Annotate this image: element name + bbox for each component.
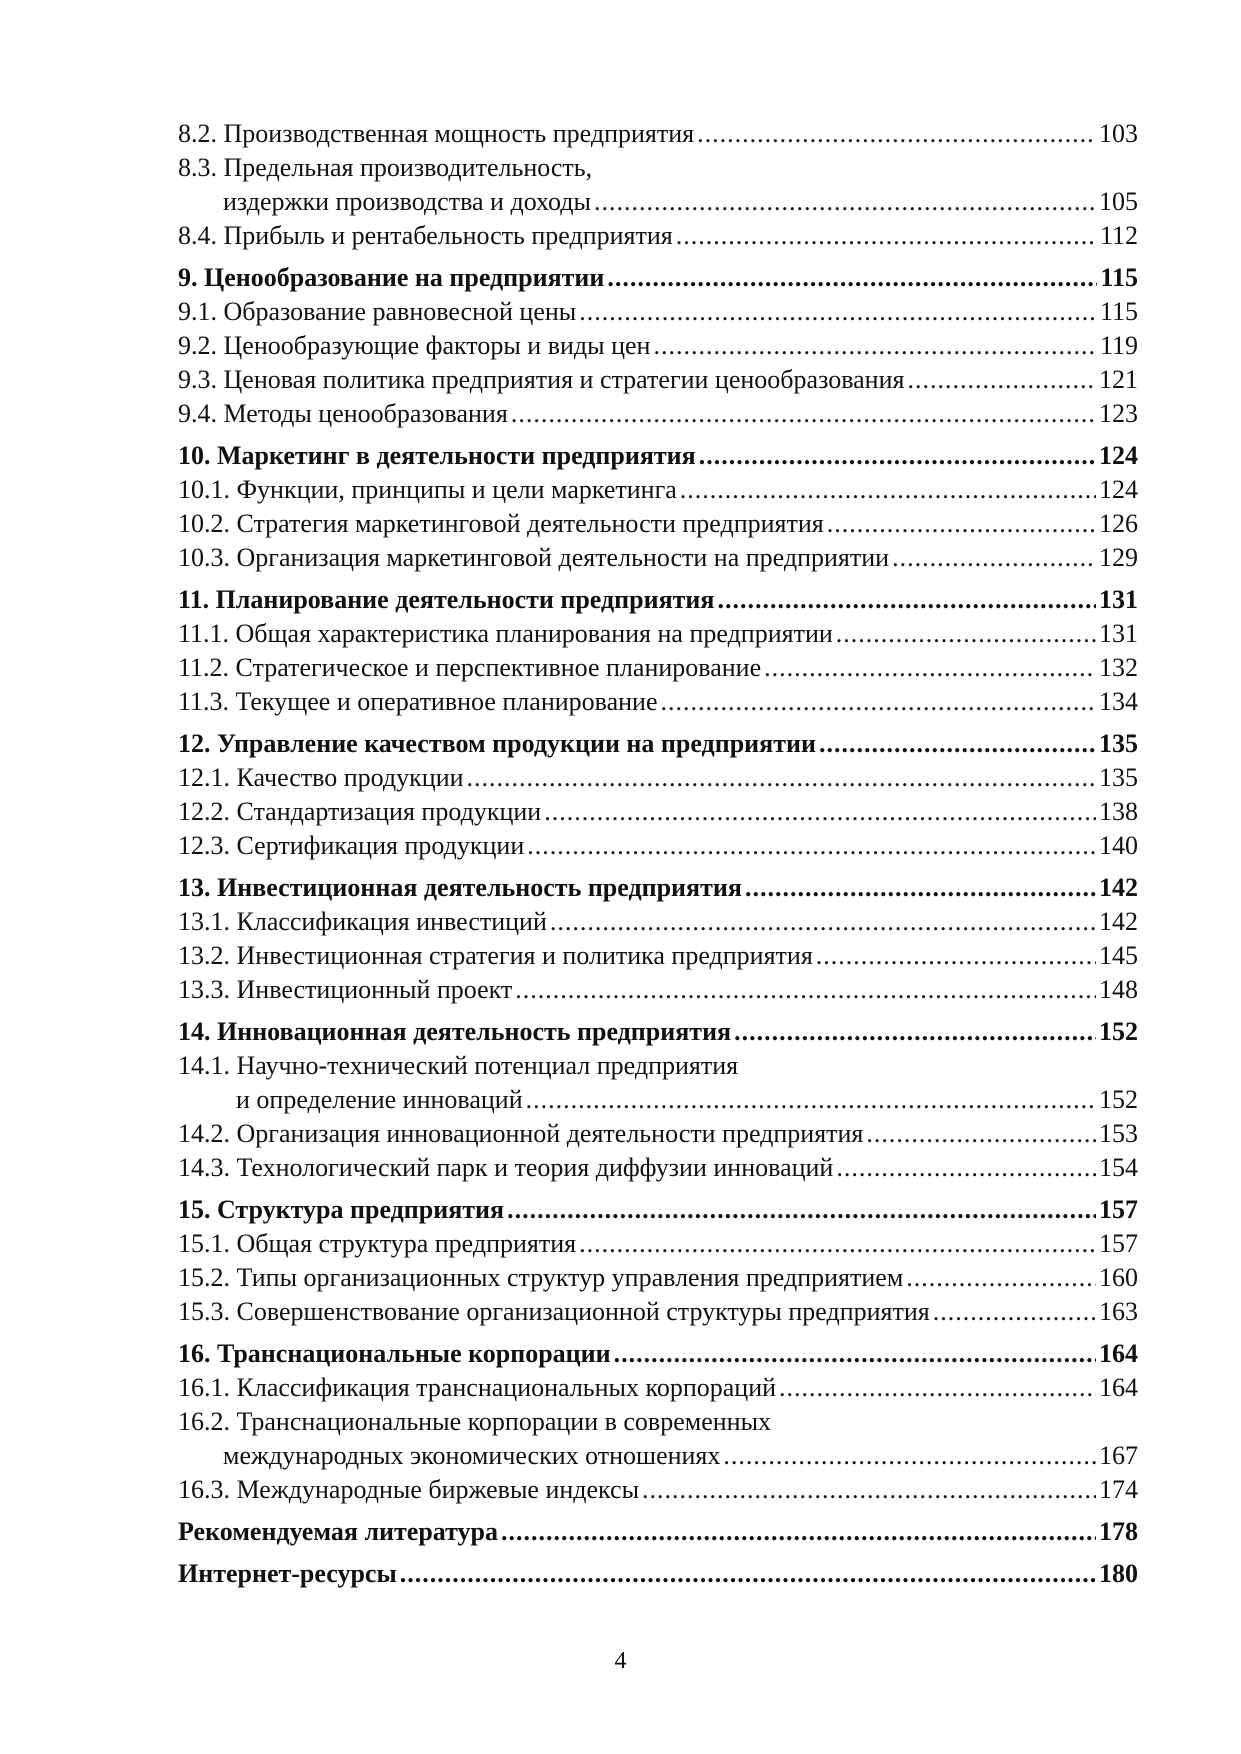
toc-heading-title: 16. Транснациональные корпорации — [178, 1339, 611, 1368]
toc-entry-title: 10.3. Организация маркетинговой деятельности на предприятии — [178, 543, 890, 572]
toc-heading-title: 14. Инновационная деятельность предприятия — [178, 1017, 732, 1046]
toc-entry-title: 8.4. Прибыль и рентабельность предприятия — [178, 221, 673, 250]
toc-heading-page: 178 — [1099, 1517, 1138, 1546]
dot-leader — [866, 1117, 1096, 1151]
toc-chapter-heading[interactable] — [178, 261, 1138, 295]
toc-entry-page: 131 — [1099, 619, 1138, 648]
toc-entry[interactable] — [178, 1117, 1138, 1151]
toc-entry-title: 12.2. Стандартизация продукции — [178, 797, 542, 826]
dot-leader — [676, 219, 1097, 253]
toc-entry[interactable] — [178, 617, 1138, 651]
toc-entry-title: 13.2. Инвестиционная стратегия и политика предприятия — [178, 941, 813, 970]
dot-leader — [511, 397, 1096, 431]
toc-entry[interactable] — [178, 1083, 1138, 1117]
dot-leader — [614, 1337, 1096, 1371]
toc-entry-page: 105 — [1099, 187, 1138, 216]
toc-entry-title: 15.1. Общая структура предприятия — [178, 1229, 577, 1258]
toc-entry[interactable] — [178, 329, 1138, 363]
dot-leader — [550, 905, 1096, 939]
toc-entry[interactable] — [178, 939, 1138, 973]
dot-leader — [836, 617, 1096, 651]
dot-leader — [661, 685, 1097, 719]
toc-entry[interactable] — [178, 1295, 1138, 1329]
toc-entry[interactable] — [178, 1439, 1138, 1473]
toc-section-8 — [178, 117, 1138, 253]
toc-entry[interactable] — [178, 651, 1138, 685]
toc-heading-page: 157 — [1099, 1195, 1138, 1224]
dot-leader — [779, 1371, 1096, 1405]
toc-entry[interactable] — [178, 295, 1138, 329]
toc-entry-page: 174 — [1099, 1475, 1138, 1504]
toc-entry-title: 12.3. Сертификация продукции — [178, 831, 525, 860]
toc-entry-page: 103 — [1099, 119, 1138, 148]
toc-heading-title: Рекомендуемая литература — [178, 1517, 498, 1546]
toc-section-11 — [178, 583, 1138, 719]
toc-entry[interactable] — [178, 363, 1138, 397]
toc-heading-title: 13. Инвестиционная деятельность предприятия — [178, 873, 742, 902]
toc-entry-title-continuation: международных экономических отношениях — [223, 1441, 721, 1470]
toc-heading-page: 164 — [1099, 1339, 1138, 1368]
toc-entry-title-line1[interactable]: 14.1. Научно-технический потенциал предприятия — [178, 1051, 739, 1080]
dot-leader — [827, 507, 1096, 541]
toc-section-9 — [178, 261, 1138, 431]
dot-leader — [544, 795, 1096, 829]
toc-entry[interactable] — [178, 541, 1138, 575]
dot-leader — [400, 1557, 1096, 1591]
toc-entry-page: 132 — [1099, 653, 1138, 682]
dot-leader — [717, 583, 1096, 617]
table-of-contents — [178, 117, 1138, 1599]
toc-entry[interactable] — [178, 973, 1138, 1007]
dot-leader — [467, 761, 1096, 795]
toc-section-10 — [178, 439, 1138, 575]
toc-section-16 — [178, 1337, 1138, 1507]
dot-leader — [515, 973, 1096, 1007]
toc-entry[interactable] — [178, 1473, 1138, 1507]
toc-section-12 — [178, 727, 1138, 863]
toc-chapter-heading[interactable] — [178, 1515, 1138, 1549]
toc-entry-title: 16.3. Международные биржевые индексы — [178, 1475, 640, 1504]
toc-entry-title: 13.3. Инвестиционный проект — [178, 975, 513, 1004]
toc-entry[interactable] — [178, 473, 1138, 507]
toc-heading-title: 15. Структура предприятия — [178, 1195, 505, 1224]
toc-entry-page: 160 — [1099, 1263, 1138, 1292]
toc-entry[interactable] — [178, 905, 1138, 939]
toc-entry-page: 152 — [1099, 1085, 1138, 1114]
toc-entry-page: 121 — [1099, 365, 1138, 394]
toc-entry-title: 15.3. Совершенствование организационной структуры предприятия — [178, 1297, 930, 1326]
toc-entry-title: 9.3. Ценовая политика предприятия и стратегии ценообразования — [178, 365, 905, 394]
toc-entry-page: 157 — [1099, 1229, 1138, 1258]
toc-entry-page: 129 — [1099, 543, 1138, 572]
toc-entry-title: 12.1. Качество продукции — [178, 763, 464, 792]
dot-leader — [745, 871, 1096, 905]
dot-leader — [653, 329, 1096, 363]
toc-entry-page: 154 — [1099, 1153, 1138, 1182]
toc-entry-title: 14.3. Технологический парк и теория диффузии инноваций — [178, 1153, 834, 1182]
toc-entry-page: 123 — [1099, 399, 1138, 428]
toc-entry-page: 153 — [1099, 1119, 1138, 1148]
toc-entry[interactable] — [178, 1151, 1138, 1185]
toc-entry-title-line1[interactable]: 8.3. Предельная производительность, — [178, 153, 593, 182]
toc-entry-title: 11.2. Стратегическое и перспективное планирование — [178, 653, 762, 682]
toc-heading-page: 131 — [1099, 585, 1138, 614]
dot-leader — [816, 939, 1096, 973]
dot-leader — [579, 1227, 1096, 1261]
toc-entry-title: 14.2. Организация инновационной деятельности предприятия — [178, 1119, 864, 1148]
toc-entry[interactable] — [178, 1261, 1138, 1295]
toc-section-15 — [178, 1193, 1138, 1329]
dot-leader — [697, 117, 1096, 151]
toc-entry-title: 15.2. Типы организационных структур управления предприятием — [178, 1263, 904, 1292]
toc-heading-title: 11. Планирование деятельности предприятия — [178, 585, 715, 614]
toc-entry-page: 126 — [1099, 509, 1138, 538]
dot-leader — [906, 1261, 1096, 1295]
toc-heading-page: 142 — [1099, 873, 1138, 902]
toc-chapter-heading[interactable] — [178, 1015, 1138, 1049]
dot-leader — [819, 727, 1096, 761]
toc-entry-page: 138 — [1099, 797, 1138, 826]
dot-leader — [526, 1083, 1096, 1117]
toc-entry[interactable] — [178, 1227, 1138, 1261]
toc-chapter-heading[interactable] — [178, 727, 1138, 761]
toc-entry-title: 9.2. Ценообразующие факторы и виды цен — [178, 331, 651, 360]
toc-entry-page: 124 — [1099, 475, 1138, 504]
toc-entry-page: 134 — [1099, 687, 1138, 716]
toc-entry-title: 16.1. Классификация транснациональных корпораций — [178, 1373, 777, 1402]
toc-entry[interactable] — [178, 1371, 1138, 1405]
toc-chapter-heading[interactable] — [178, 583, 1138, 617]
toc-entry-title: 10.2. Стратегия маркетинговой деятельности предприятия — [178, 509, 824, 538]
toc-section-internet-resources — [178, 1557, 1138, 1591]
toc-heading-page: 180 — [1099, 1559, 1138, 1588]
toc-chapter-heading[interactable] — [178, 1193, 1138, 1227]
toc-entry-title: 11.3. Текущее и оперативное планирование — [178, 687, 658, 716]
toc-entry[interactable] — [178, 117, 1138, 151]
toc-entry-title: 10.1. Функции, принципы и цели маркетинга — [178, 475, 677, 504]
toc-heading-title: 12. Управление качеством продукции на предприятии — [178, 729, 816, 758]
toc-heading-page: 124 — [1099, 441, 1138, 470]
dot-leader — [501, 1515, 1096, 1549]
toc-entry[interactable] — [178, 761, 1138, 795]
toc-entry-title-continuation: и определение инноваций — [236, 1085, 523, 1114]
toc-entry-page: 135 — [1099, 763, 1138, 792]
toc-entry-title-continuation: издержки производства и доходы — [223, 187, 591, 216]
dot-leader — [594, 185, 1096, 219]
toc-entry[interactable] — [178, 795, 1138, 829]
toc-chapter-heading[interactable] — [178, 1557, 1138, 1591]
toc-entry-page: 119 — [1099, 331, 1138, 360]
toc-entry-page: 142 — [1099, 907, 1138, 936]
toc-entry-title-line1[interactable]: 16.2. Транснациональные корпорации в современных — [178, 1407, 772, 1436]
toc-chapter-heading[interactable] — [178, 1337, 1138, 1371]
toc-entry-page: 115 — [1099, 297, 1138, 326]
toc-heading-page: 115 — [1100, 263, 1138, 292]
toc-section-14 — [178, 1015, 1138, 1185]
toc-heading-title: Интернет-ресурсы — [178, 1559, 397, 1588]
toc-entry[interactable] — [178, 829, 1138, 863]
dot-leader — [527, 829, 1096, 863]
toc-entry-title: 9.1. Образование равновесной цены — [178, 297, 577, 326]
toc-section-literature — [178, 1515, 1138, 1549]
toc-entry-page: 140 — [1099, 831, 1138, 860]
toc-heading-title: 10. Маркетинг в деятельности предприятия — [178, 441, 696, 470]
dot-leader — [579, 295, 1097, 329]
toc-heading-page: 152 — [1099, 1017, 1138, 1046]
toc-entry-page: 164 — [1099, 1373, 1138, 1402]
dot-leader — [734, 1015, 1096, 1049]
toc-chapter-heading[interactable] — [178, 439, 1138, 473]
dot-leader — [907, 363, 1096, 397]
page-number: 4 — [614, 1648, 627, 1674]
toc-entry[interactable] — [178, 185, 1138, 219]
dot-leader — [892, 541, 1096, 575]
toc-entry-page: 145 — [1099, 941, 1138, 970]
toc-section-13 — [178, 871, 1138, 1007]
toc-heading-title: 9. Ценообразование на предприятии — [178, 263, 605, 292]
dot-leader — [699, 439, 1096, 473]
dot-leader — [680, 473, 1096, 507]
dot-leader — [933, 1295, 1096, 1329]
toc-entry[interactable] — [178, 685, 1138, 719]
toc-entry-title: 13.1. Классификация инвестиций — [178, 907, 547, 936]
toc-entry[interactable] — [178, 397, 1138, 431]
toc-entry-title: 11.1. Общая характеристика планирования на предприятии — [178, 619, 833, 648]
toc-heading-page: 135 — [1099, 729, 1138, 758]
toc-entry-page: 148 — [1099, 975, 1138, 1004]
toc-entry[interactable] — [178, 219, 1138, 253]
toc-entry[interactable] — [178, 507, 1138, 541]
toc-entry-page: 112 — [1099, 221, 1138, 250]
dot-leader — [507, 1193, 1096, 1227]
dot-leader — [836, 1151, 1096, 1185]
toc-entry-page: 163 — [1099, 1297, 1138, 1326]
dot-leader — [723, 1439, 1096, 1473]
dot-leader — [764, 651, 1096, 685]
toc-chapter-heading[interactable] — [178, 871, 1138, 905]
dot-leader — [642, 1473, 1096, 1507]
toc-entry-title: 9.4. Методы ценообразования — [178, 399, 508, 428]
dot-leader — [607, 261, 1097, 295]
toc-entry-page: 167 — [1099, 1441, 1138, 1470]
toc-entry-title: 8.2. Производственная мощность предприятия — [178, 119, 695, 148]
